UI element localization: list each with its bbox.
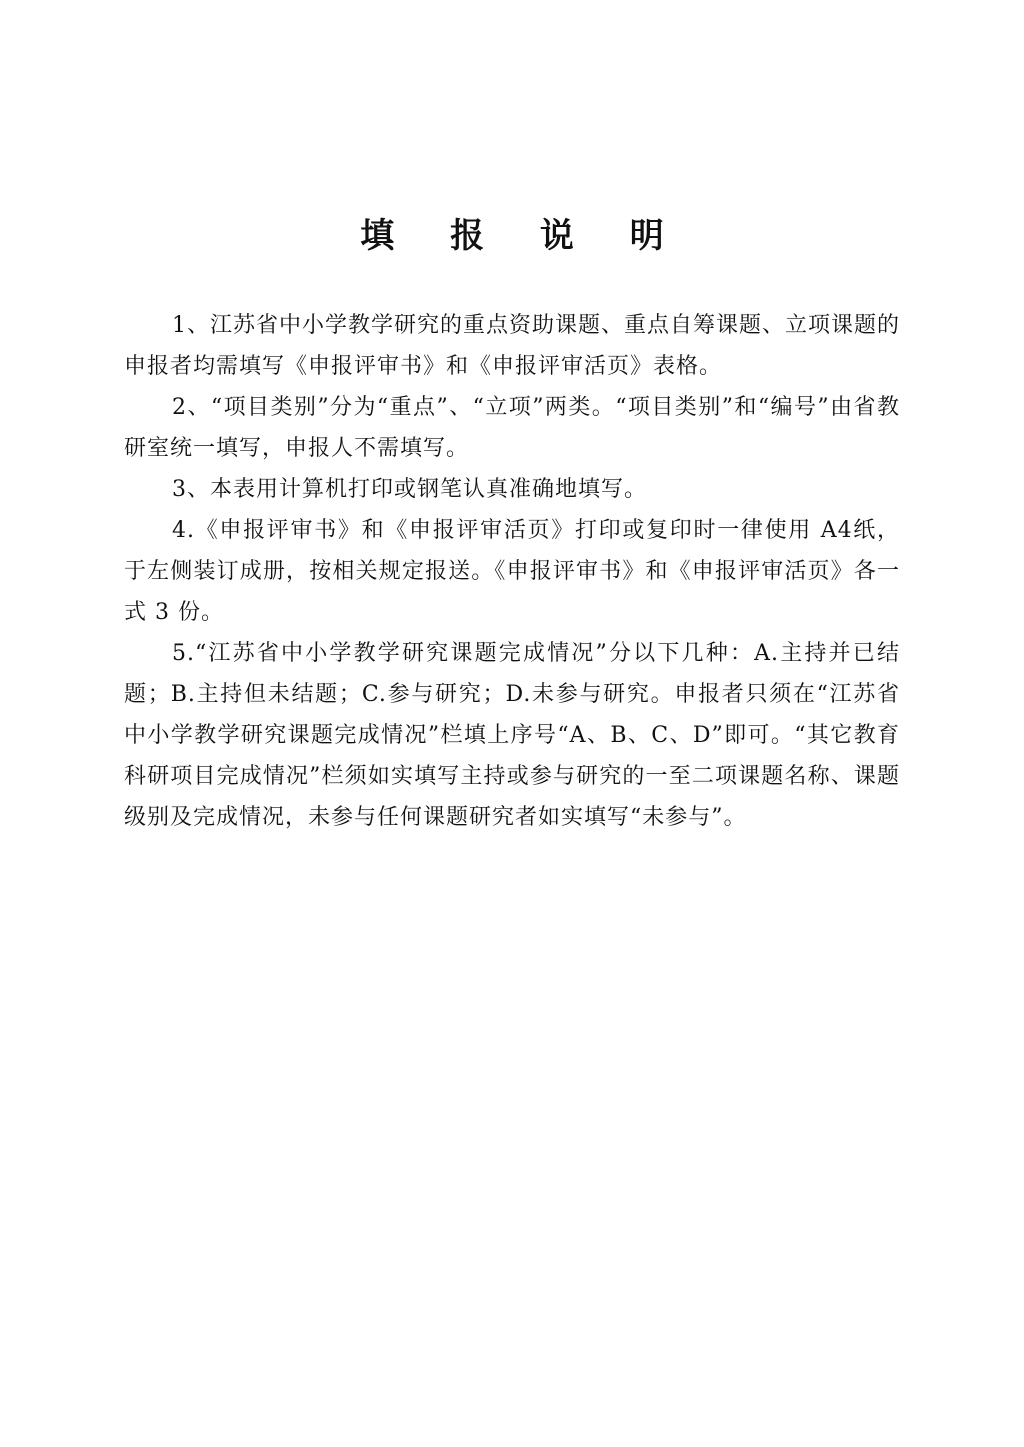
instruction-paragraph-3: 3、本表用计算机打印或钢笔认真准确地填写。 xyxy=(172,477,647,502)
instructions-body xyxy=(124,305,900,838)
page-title: 填 报 说 明 xyxy=(360,216,686,256)
instruction-paragraph-2: 2、“项目类别”分为“重点”、“立项”两类。“项目类别”和“编号”由省教研室统一填写，申报人不需填写。 xyxy=(124,395,900,461)
instruction-paragraph-4: 4.《申报评审书》和《申报评审活页》打印或复印时一律使用 A4纸，于左侧装订成册，按相关规定报送。《申报评审书》和《申报评审活页》各一式 3 份。 xyxy=(124,518,900,625)
instruction-paragraph-1: 1、江苏省中小学教学研究的重点资助课题、重点自筹课题、立项课题的申报者均需填写《申报评审书》和《申报评审活页》表格。 xyxy=(124,313,900,379)
instruction-paragraph-5: 5.“江苏省中小学教学研究课题完成情况”分以下几种：A.主持并已结题；B.主持但未结题；C.参与研究；D.未参与研究。申报者只须在“江苏省中小学教学研究课题完成情况”栏填上序号“A、B、C、D”即可。“其它教育科研项目完成情况”栏须如实填写主持或参与研究的一至二项课题名称、课题级别及完成情况，未参与任何课题研究者如实填写“未参与”。 xyxy=(124,641,900,830)
